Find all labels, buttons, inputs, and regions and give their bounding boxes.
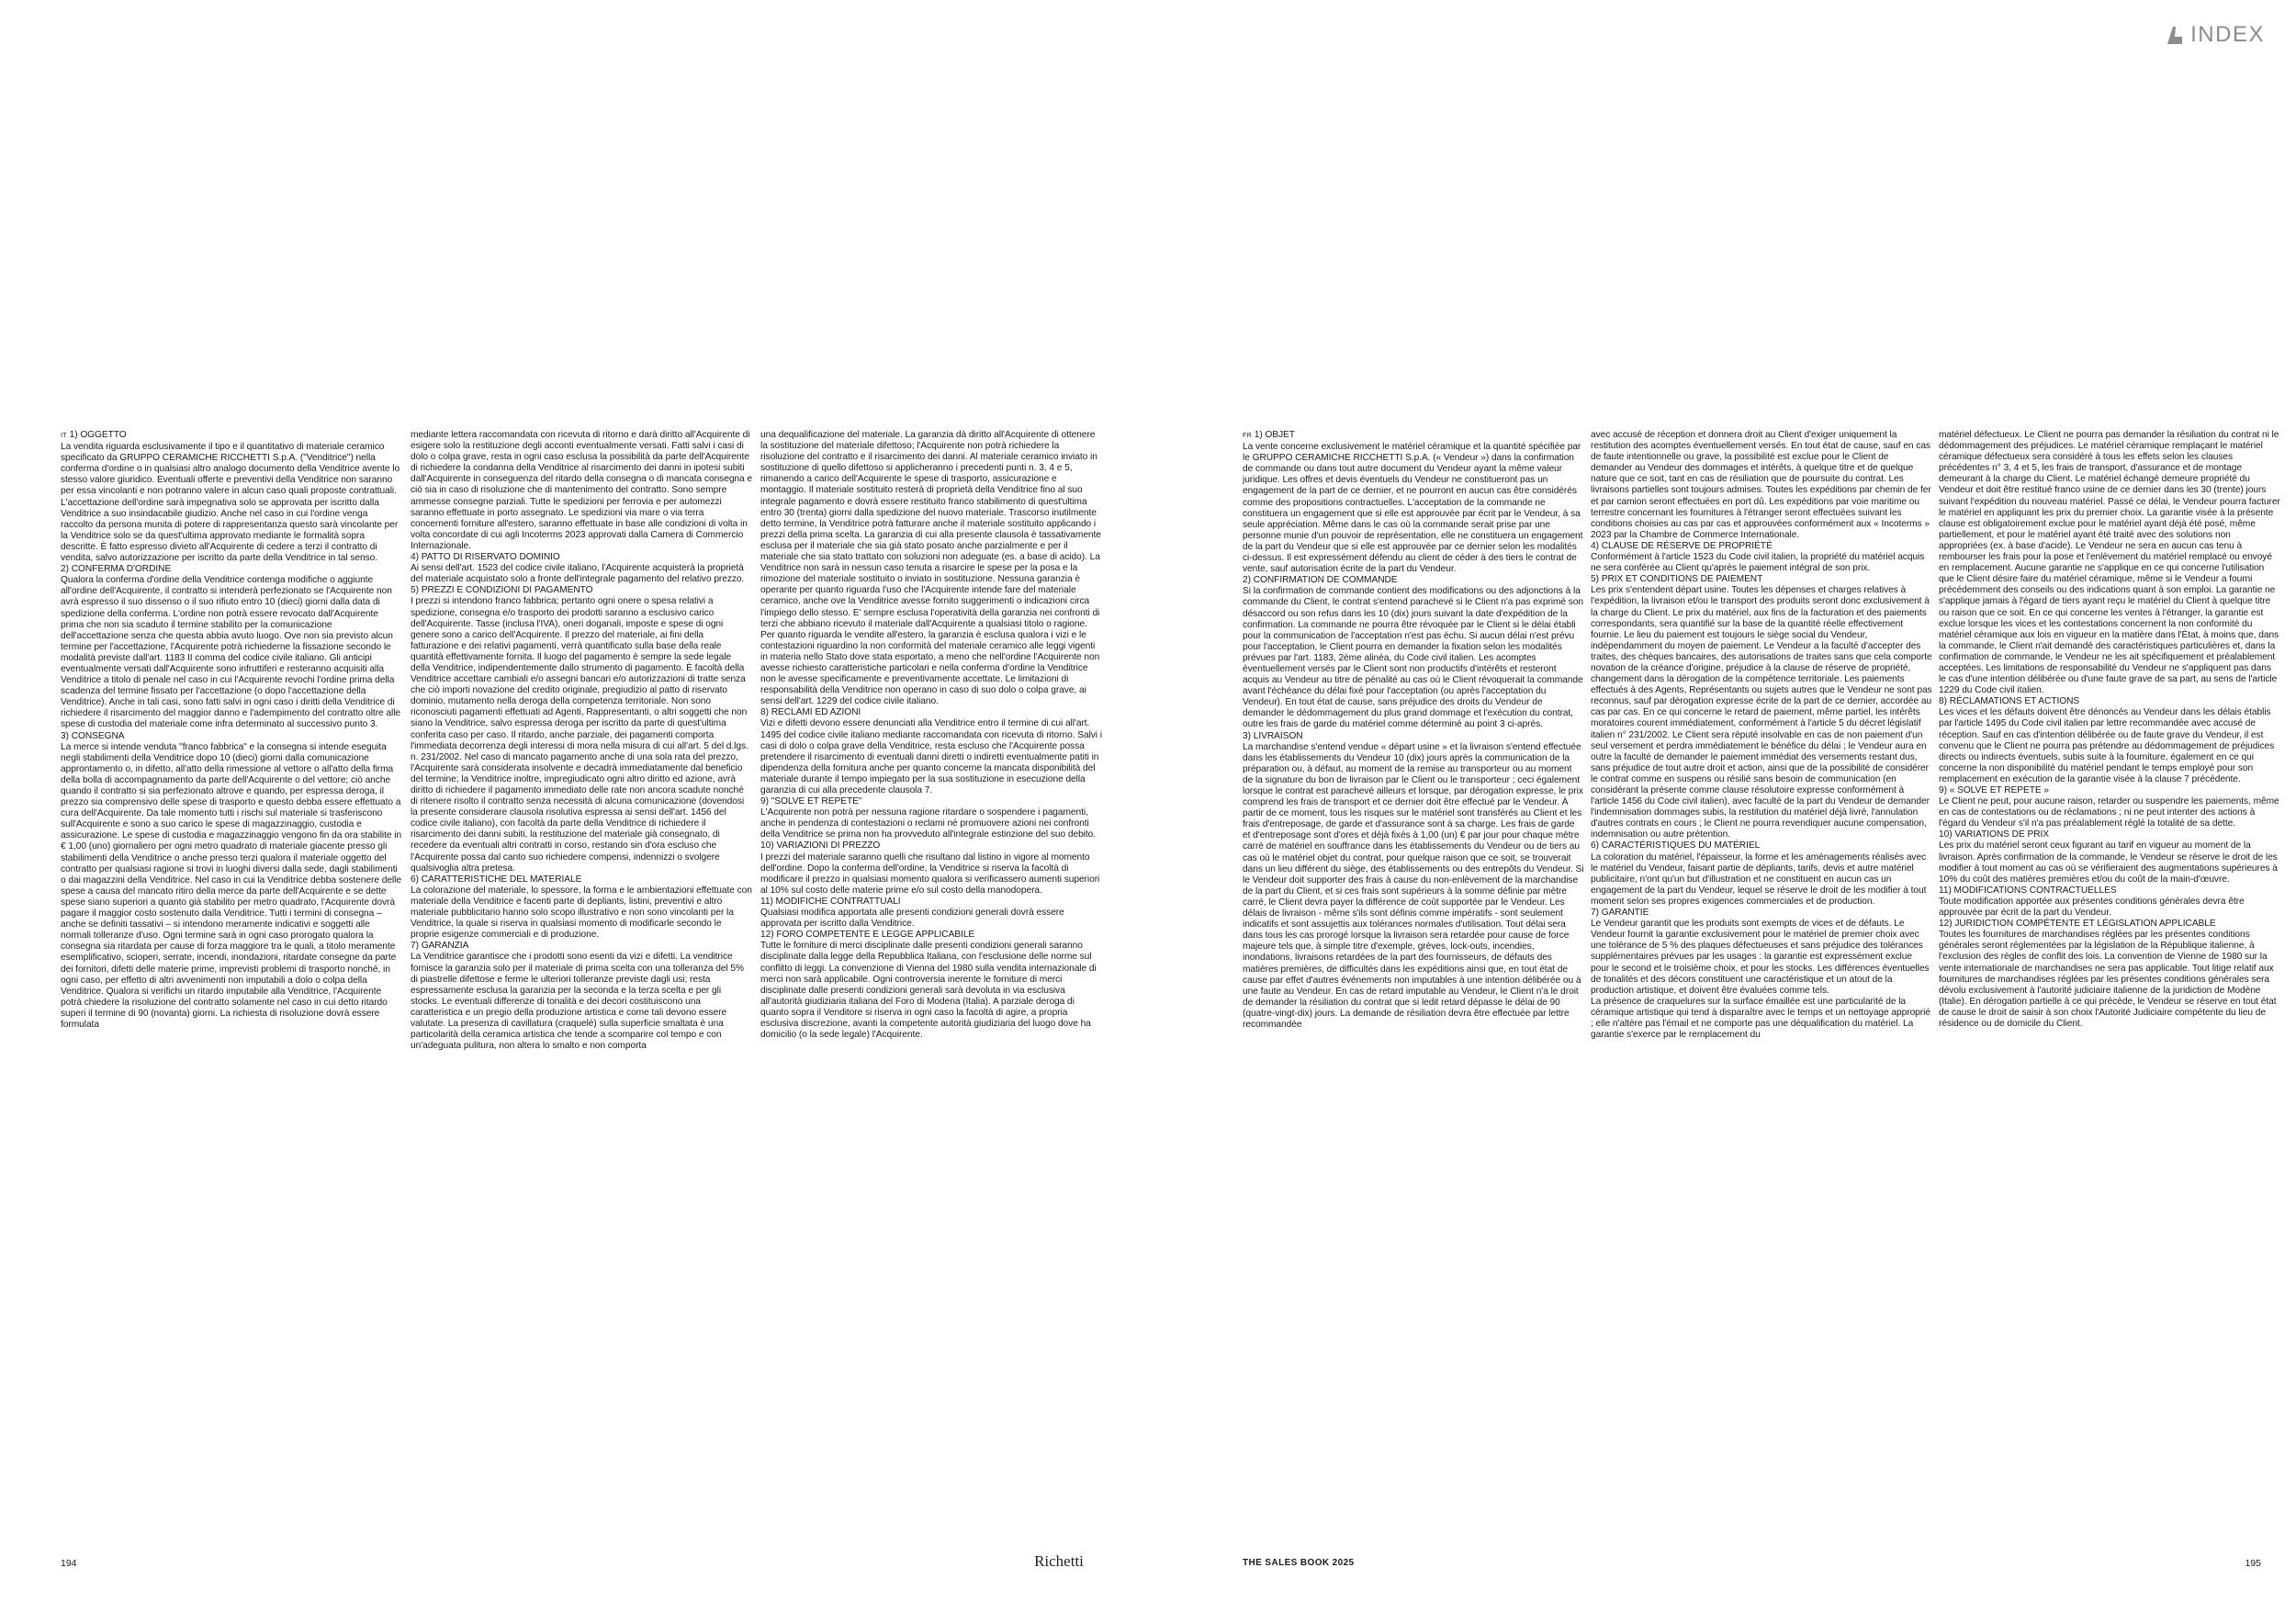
index-link[interactable] [2165,22,2265,48]
index-logo-icon [2165,24,2185,46]
terms-text-it-1: 1) OGGETTO La vendita riguarda esclusivamente il tipo e il quantitativo di materiale ceramico specificato da GRUPPO CERAMICHE RICCHETTI S.p.A. ("Venditrice") nella conferma d'ordine o in qualsiasi altro analogo documento della Venditrice avente lo stesso valore giuridico. Eventuali offerte e preventivi della Venditrice non saranno per essa vincolanti e non potranno valere in alcun caso quali proposte contrattuali. L'accettazione dell'ordine sarà impegnativa solo se approvata per iscritto dalla Venditrice a suo insindacabile giudizio. Anche nel caso in cui l'ordine venga raccolto da persona munita di potere di rappresentanza questo sarà vincolante per la Venditrice solo se da quest'ultima approvato mediante le formalità sopra descritte. È fatto espresso divieto all'Acquirente di cedere a terzi il contratto di vendita, salvo autorizzazione per iscritto da parte della Venditrice in tal senso. 2) CONFERMA D'ORDINE Qualora la conferma d'ordine della Venditrice contenga modifiche o aggiunte all'ordine dell'Acquirente, il contratto si intenderà perfezionato se l'Acquirente non avrà espresso il suo dissenso o il suo rifiuto entro 10 (dieci) giorni dalla data di spedizione della conferma. L'ordine non potrà essere revocato dall'Acquirente prima che non sia scaduto il termine stabilito per la comunicazione dell'accettazione senza che questa abbia avuto luogo. Ove non sia previsto alcun termine per l'accettazione, l'Acquirente potrà richiederne la fissazione secondo le modalità previste dall'art. 1183 II comma del codice civile italiano. Gli anticipi eventualmente versati dall'Acquirente sono infruttiferi e resteranno acquisiti alla Venditrice a titolo di penale nel caso in cui l'Acquirente revochi l'ordine prima della scadenza del termine fissato per l'accettazione (o dopo l'accettazione della Venditrice). Anche in tali casi, sono fatti salvi in ogni caso i diritti della Venditrice di richiedere il risarcimento del maggior danno e l'adempimento del contratto oltre alle spese di custodia del materiale come infra determinato al successivo punto 3. 3) CONSEGNA La merce si intende venduta "franco fabbrica" e la consegna si intende eseguita negli stabilimenti della Venditrice dopo 10 (dieci) giorni dalla comunicazione approntamento o, in difetto, all'atto della rimessione al vettore o all'atto della firma della bolla di accompagnamento da parte dell'Acquirente o del vettore; ciò anche quando il contratto si sia perfezionato altrove e quando, per espressa deroga, il prezzo sia comprensivo delle spese di trasporto e questo debba essere effettuato a cura dell'Acquirente. Da tale momento tutti i rischi sul materiale si trasferiscono sull'Acquirente e sono a suo carico le spese di magazzinaggio, custodia e assicurazione. Le spese di custodia e magazzinaggio vengono fin da ora stabilite in € 1,00 (uno) giornaliero per ogni metro quadrato di materiale giacente presso gli stabilimenti della Venditrice o anche presso terzi qualora il materiale oggetto del contratto per qualsiasi ragione si trovi in luoghi diversi dalla sede, dagli stabilimenti o dai magazzini della Venditrice. Nel caso in cui la Venditrice debba sostenere delle spese a causa del mancato ritiro della merce da parte dell'Acquirente e se dette spese siano superiori a quanto già stabilito per metro quadrato, l'Acquirente dovrà pagare il maggior costo sostenuto dalla Venditrice. Tutti i termini di consegna – anche se definiti tassativi – si intendono meramente indicativi e soggetti alle normali tolleranze d'uso. Ogni termine sarà in ogni caso prorogato qualora la consegna sia ritardata per cause di forza maggiore tra le quali, a titolo meramente esemplificativo, scioperi, serrate, incendi, inondazioni, ritardate consegne da parte dei fornitori, difetti delle materie prime, imprevisti problemi di trasporto nonché, in ogni caso, per effetto di altri avvenimenti non imputabili a dolo o colpa della Venditrice. Qualora si verifichi un ritardo imputabile alla Venditrice, l'Acquirente potrà chiedere la risoluzione del contratto solamente nel caso in cui detto ritardo superi il termine di 90 (novanta) giorni. La richiesta di risoluzione dovrà essere formulata [61,430,402,1030]
language-tag-it: IT [61,433,67,439]
page-number-right: 195 [2245,1558,2261,1569]
language-tag-fr: FR [1243,433,1252,439]
index-label: INDEX [2190,22,2265,47]
terms-text-it-3: una dequalificazione del materiale. La garanzia dà diritto all'Acquirente di ottenere la sostituzione del materiale difettoso; l'Acquirente non potrà richiedere la risoluzione del contratto e il risarcimento dei danni. Al materiale ceramico inviato in sostituzione di quello difettoso si applicheranno i precedenti punti n. 3, 4 e 5, rimanendo a carico dell'Acquirente le spese di trasporto, assicurazione e montaggio. Il materiale sostituito resterà di proprietà della Venditrice fino al suo integrale pagamento e dovrà essere restituito franco stabilimento di quest'ultima entro 30 (trenta) giorni dalla spedizione del nuovo materiale. Trascorso inutilmente detto termine, la Venditrice potrà fatturare anche il materiale sostituito applicando i prezzi della prima scelta. La garanzia di cui alla presente clausola è tassativamente esclusa per il materiale che sia già stato posato anche parzialmente e per il materiale che sia stato trattato con soluzioni non adeguate (es. a base di acido). La Venditrice non sarà in nessun caso tenuta a risarcire le spese per la posa e la rimozione del materiale sostituito o inviato in sostituzione. Nessuna garanzia è operante per quanto riguarda l'uso che l'Acquirente intende fare del materiale ceramico, anche ove la Venditrice avesse fornito suggerimenti o indicazioni circa l'impiego dello stesso. E' sempre esclusa l'operatività della garanzia nei confronti di terzi che abbiano ricevuto il materiale dall'Acquirente a qualsiasi titolo o ragione. Per quanto riguarda le vendite all'estero, la garanzia è esclusa qualora i vizi e le contestazioni riguardino la non conformità del materiale ceramico alle leggi vigenti in materia nello Stato dove stata esportato, a meno che nell'ordine l'Acquirente non avesse richiesto caratteristiche particolari e nella conferma d'ordine la Venditrice non le avesse specificamente e preventivamente accettate. Le limitazioni di responsabilità della Venditrice non operano in caso di suo dolo o colpa grave, ai sensi dell'art. 1229 del codice civile italiano. 8) RECLAMI ED AZIONI Vizi e difetti devono essere denunciati alla Venditrice entro il termine di cui all'art. 1495 del codice civile italiano mediante raccomandata con ricevuta di ritorno. Salvi i casi di dolo o colpa grave della Venditrice, resta escluso che l'Acquirente possa pretendere il risarcimento di eventuali danni diretti o indiretti eventualmente patiti in dipendenza della fornitura anche per quanto concerne la mancata disponibilità del materiale durante il tempo impiegato per la sua sostituzione in esecuzione della garanzia di cui alla precedente clausola 7. 9) "SOLVE ET REPETE" L'Acquirente non potrà per nessuna ragione ritardare o sospendere i pagamenti, anche in pendenza di contestazioni o reclami né promuovere azioni nei confronti della Venditrice se prima non ha provveduto all'integrale estinzione del suo debito. 10) VARIAZIONI DI PREZZO I prezzi del materiale saranno quelli che risultano dal listino in vigore al momento dell'ordine. Dopo la conferma dell'ordine, la Venditrice si riserva la facoltà di modificare il prezzo in qualsiasi momento qualora si verificassero aumenti superiori al 10% sul costo delle materie prime e/o sul costo della manodopera. 11) MODIFICHE CONTRATTUALI Qualsiasi modifica apportata alle presenti condizioni generali dovrà essere approvata per iscritto dalla Venditrice. 12) FORO COMPETENTE E LEGGE APPLICABILE Tutte le forniture di merci disciplinate dalle presenti condizioni generali saranno disciplinate dalla legge della Repubblica Italiana, con l'esclusione delle norme sul conflitto di leggi. La convenzione di Vienna del 1980 sulla vendita internazionale di merci non sarà applicabile. Ogni controversia inerente le forniture di merci disciplinate dalle presenti condizioni generali sarà devoluta in via esclusiva all'autorità giudiziaria italiana del Foro di Modena (Italia). A parziale deroga di quanto sopra il Venditore si riserva in ogni caso la facoltà di agire, a propria esclusiva discrezione, avanti la competente autorità giudiziaria del luogo dove ha domicilio (o la sede legale) l'Acquirente. [760,430,1102,1041]
terms-column-fr-3 [1939,430,2280,1030]
terms-column-fr-1 [1243,430,1584,1031]
terms-text-fr-1: 1) OBJET La vente concerne exclusivement le matériel céramique et la quantité spécifiée par le GRUPPO CERAMICHE RICCHETTI S.p.A. (« Vendeur ») dans la confirmation de commande ou dans tout autre document du Vendeur ayant la même valeur juridique. Les offres et devis éventuels du Vendeur ne constitueront pas un engagement de la part de ce dernier, et ne pourront en aucun cas être considérés comme des propositions contractuelles. L'acceptation de la commande ne constituera un engagement que si elle est approuvée par écrit par le Vendeur, à sa seule appréciation. Même dans le cas où la commande serait prise par une personne munie d'un pouvoir de représentation, elle ne constituera un engagement de la part du Vendeur que si elle est approuvée par ce dernier selon les modalités ci-dessus. Il est expressément défendu au client de céder à des tiers le contrat de vente, sauf autorisation écrite de la part du Vendeur. 2) CONFIRMATION DE COMMANDE Si la confirmation de commande contient des modifications ou des adjonctions à la commande du Client, le contrat s'entend parachevé si le Client n'a pas exprimé son désaccord ou son refus dans les 10 (dix) jours suivant la date d'expédition de la confirmation. La commande ne pourra être révoquée par le Client si le délai établi pour la communication de l'acceptation n'est pas échu. Si aucun délai n'est prévu pour l'acceptation, le Client pourra en demander la fixation selon les modalités prévues par l'art. 1183, 2ème alinéa, du Code civil italien. Les acomptes éventuellement versés par le Client sont non productifs d'intérêts et resteront acquis au Vendeur au titre de pénalité au cas où le Client révoquerait la commande avant l'échéance du délai fixé pour l'acceptation (ou après l'acceptation du Vendeur). En tout état de cause, sans préjudice des droits du Vendeur de demander le dédommagement du plus grand dommage et l'exécution du contrat, outre les frais de garde du matériel comme déterminé au point 3 ci-après. 3) LIVRAISON La marchandise s'entend vendue « départ usine » et la livraison s'entend effectuée dans les établissements du Vendeur 10 (dix) jours après la communication de la préparation ou, à défaut, au moment de la remise au transporteur ou au moment de la signature du bon de livraison par le Client ou le transporteur ; ceci également lorsque le contrat est parachevé ailleurs et lorsque, par dérogation expresse, le prix comprend les frais de transport et ce dernier doit être effectué par le Vendeur. À partir de ce moment, tous les risques sur le matériel sont transférés au Client et les frais d'entreposage, de garde et d'assurance sont à sa charge. Les frais de garde et d'entreposage sont d'ores et déjà fixés à 1,00 (un) € par jour pour chaque mètre carré de matériel en souffrance dans les établissements du Vendeur ou de tiers au cas où le matériel objet du contrat, pour quelque raison que ce soit, se trouverait dans un lieu différent du siège, des établissements ou des entrepôts du Vendeur. Si le Vendeur doit supporter des frais à cause du non-enlèvement de la marchandise de la part du Client, et si ces frais sont supérieurs à la somme définie par mètre carré, le Client devra payer la différence de coût supportée par le Vendeur. Les délais de livraison - même s'ils sont définis comme impératifs - sont seulement indicatifs et sont assujettis aux tolérances normales d'utilisation. Tout délai sera dans tous les cas prorogé lorsque la livraison sera retardée pour cause de force majeure tels que, à simple titre d'exemple, grèves, lock-outs, incendies, inondations, livraisons retardées de la part des fournisseurs, de défauts des matières premières, de difficultés dans les expéditions ainsi que, en tout état de cause par effet d'autres événements non imputables à une intention délibérée ou à une faute au Vendeur. En cas de retard imputable au Vendeur, le Client n'a le droit de demander la résiliation du contrat que si ledit retard dépasse le délai de 90 (quatre-vingt-dix) jours. La demande de résiliation devra être effectuée par lettre recommandée [1243,430,1584,1030]
terms-column-fr-2 [1591,430,1932,1041]
terms-text-fr-2: avec accusé de réception et donnera droit au Client d'exiger uniquement la restitution des acomptes éventuellement versés. En tout état de cause, sauf en cas de faute intentionnelle ou grave, la possibilité est exclue pour le Client de demander au Vendeur des dommages et intérêts, à quelque titre et de quelque nature que ce soit, tant en cas de résiliation que de poursuite du contrat. Les livraisons partielles sont toujours admises. Toutes les expéditions par chemin de fer et par camion seront effectuées en port dû. Les expéditions par voie maritime ou terrestre concernant les fournitures à l'étranger seront effectuées suivant les conditions choisies au cas par cas et approuvées conformément aux « Incoterms » 2023 par la Chambre de Commerce Internationale. 4) CLAUSE DE RÉSERVE DE PROPRIÉTÉ Conformément à l'article 1523 du Code civil italien, la propriété du matériel acquis ne sera conférée au Client qu'après le paiement intégral de son prix. 5) PRIX ET CONDITIONS DE PAIEMENT Les prix s'entendent départ usine. Toutes les dépenses et charges relatives à l'expédition, la livraison et/ou le transport des produits seront donc exclusivement à la charge du Client. Le prix du matériel, aux fins de la facturation et des paiements correspondants, sera quantifié sur la base de la quantité réelle effectivement fournie. Le lieu du paiement est toujours le siège social du Vendeur, indépendamment du moyen de paiement. Le Vendeur a la faculté d'accepter des traites, des chèques bancaires, des autorisations de traites sans que cela comporte novation de la créance d'origine, préjudice à la clause de réserve de propriété, changement dans la dérogation de la compétence territoriale. Les paiements effectués à des Agents, Représentants ou sujets autres que le Vendeur ne sont pas reconnus, sauf par dérogation expresse écrite de la part de ce dernier, accordée au cas par cas. En ce qui concerne le retard de paiement, même partiel, les intérêts moratoires courent immédiatement, conformément à l'article 5 du décret législatif italien n° 231/2002. Le Client sera réputé insolvable en cas de non paiement d'un seul versement et perdra immédiatement le bénéfice du délai ; le Vendeur aura en outre la faculté de demander le paiement immédiat des versements restant dus, sans préjudice de tout autre droit et action, ainsi que de la possibilité de considérer le contrat comme en suspens ou résilié sans besoin de communication (en considérant la présente comme clause résolutoire expresse conformément à l'article 1456 du Code civil italien), avec faculté de la part du Vendeur de demander l'indemnisation dommages subis, la restitution du matériel déjà livré, l'annulation d'autres contrats en cours ; le Client ne pourra revendiquer aucune compensation, indemnisation ou autre prétention. 6) CARACTÉRISTIQUES DU MATÉRIEL La coloration du matériel, l'épaisseur, la forme et les aménagements réalisés avec le matériel du Vendeur, faisant partie de dépliants, tarifs, devis et autre matériel publicitaire, n'ont qu'un but d'illustration et ne constituent en aucun cas un engagement de la part du Vendeur, lequel se réserve le droit de les modifier à tout moment selon ses propres exigences commerciales et de production. 7) GARANTIE Le Vendeur garantit que les produits sont exempts de vices et de défauts. Le Vendeur fournit la garantie exclusivement pour le matériel de premier choix avec une tolérance de 5 % des plaques défectueuses et sans préjudice des tolérances supplémentaires prévues par les usages : la garantie est expressément exclue pour le second et le troisième choix, et pour les stocks. Les différences éventuelles de tonalités et des décors constituent une caractéristique et un atout de la production artistique, et doivent être évaluées comme tels. La présence de craquelures sur la surface émaillée est une particularité de la céramique artistique qui tend à disparaître avec le temps et un nettoyage approprié ; elle n'altère pas l'émail et ne comporte pas une déqualification du matériel. La garantie s'exerce par le remplacement du [1591,430,1932,1041]
terms-column-it-3 [760,430,1102,1041]
page-number-left: 194 [61,1558,77,1569]
terms-column-it-2 [411,430,752,1052]
terms-column-it-1 [61,430,402,1031]
terms-text-fr-3: matériel défectueux. Le Client ne pourra pas demander la résiliation du contrat ni le dédommagement des préjudices. Le matériel céramique remplaçant le matériel céramique défectueux sera considéré à tous les effets selon les clauses précédentes n° 3, 4 et 5, les frais de transport, d'assurance et de montage demeurant à la charge du Client. Le matériel échangé demeure propriété du Vendeur et doit être restitué franco usine de ce dernier dans les 30 (trente) jours suivant l'expédition du nouveau matériel. Passé ce délai, le Vendeur pourra facturer le matériel en appliquant les prix du premier choix. La garantie visée à la présente clause est obligatoirement exclue pour le matériel ayant déjà été posé, même partiellement, et pour le matériel ayant été traité avec des solutions non appropriées (ex. à base d'acide). Le Vendeur ne sera en aucun cas tenu à rembourser les frais pour la pose et l'enlèvement du matériel remplacé ou envoyé en remplacement. Aucune garantie ne s'applique en ce qui concerne l'utilisation que le Client désire faire du matériel céramique, même si le Vendeur a fourni précédemment des conseils ou des indications quant à son emploi. La garantie ne s'applique jamais à l'égard de tiers ayant reçu le matériel du Client à quelque titre ou raison que ce soit. En ce qui concerne les ventes à l'étranger, la garantie est exclue lorsque les vices et les contestations concernent la non conformité du matériel céramique aux lois en vigueur en la matière dans l'État, à moins que, dans la commande, le Client n'ait demandé des caractéristiques particulières et, dans la confirmation de commande, le Vendeur ne les ait spécifiquement et préalablement acceptées. Les limitations de responsabilité du Vendeur ne s'appliquent pas dans le cas d'une intention délibérée ou d'une faute grave de sa part, au sens de l'article 1229 du Code civil italien. 8) RÉCLAMATIONS ET ACTIONS Les vices et les défauts doivent être dénoncés au Vendeur dans les délais établis par l'article 1495 du Code civil italien par lettre recommandée avec accusé de réception. Sauf en cas d'intention délibérée ou de faute grave du Vendeur, il est convenu que le Client ne pourra pas prétendre au dédommagement de préjudices directs ou indirects éventuels, subis suite à la fourniture, également en ce qui concerne la non disponibilité du matériel pendant le temps employé pour son remplacement en exécution de la garantie visée à la clause 7 précédente. 9) « SOLVE ET REPETE » Le Client ne peut, pour aucune raison, retarder ou suspendre les paiements, même en cas de contestations ou de réclamations ; ni ne peut intenter des actions à l'égard du Vendeur s'il n'a pas préalablement réglé la totalité de sa dette. 10) VARIATIONS DE PRIX Les prix du matériel seront ceux figurant au tarif en vigueur au moment de la livraison. Après confirmation de la commande, le Vendeur se réserve le droit de les modifier à tout moment au cas où se vérifieraient des augmentations supérieures à 10% du coût des matières premières et/ou du coût de la main-d'œuvre. 11) MODIFICATIONS CONTRACTUELLES Toute modification apportée aux présentes conditions générales devra être approuvée par écrit de la part du Vendeur. 12) JURIDICTION COMPÉTENTE ET LÉGISLATION APPLICABLE Toutes les fournitures de marchandises réglées par les présentes conditions générales seront réglementées par la législation de la République italienne, à l'exclusion des règles de conflit des lois. La convention de Vienne de 1980 sur la vente internationale de marchandises ne sera pas applicable. Tout litige relatif aux fournitures de marchandises réglées par les présentes conditions générales sera dévolu exclusivement à l'autorité judiciaire italienne de la juridiction de Modène (Italie). En dérogation partielle à ce qui précède, le Vendeur se réserve en tout état de cause le droit de saisir à son choix l'Autorité Judiciaire compétente du lieu de résidence ou de domicile du Client. [1939,430,2280,1029]
brand-logo: Richetti [1034,1552,1084,1570]
terms-text-it-2: mediante lettera raccomandata con ricevuta di ritorno e darà diritto all'Acquirente di esigere solo la restituzione degli acconti eventualmente versati. Fatti salvi i casi di dolo o colpa grave, resta in ogni caso esclusa la possibilità da parte dell'Acquirente di richiedere la condanna della Venditrice al risarcimento dei danni in ipotesi subiti dall'Acquirente in conseguenza del ritardo della consegna o di mancata consegna e ciò sia in caso di risoluzione che di mantenimento del contratto. Sono sempre ammesse consegne parziali. Tutte le spedizioni per ferrovia e per automezzi saranno effettuate in porto assegnato. Le spedizioni via mare o via terra concernenti forniture all'estero, saranno effettuate in base alle condizioni di volta in volta concordate di cui agli Incoterms 2023 approvati dalla Camera di Commercio Internazionale. 4) PATTO DI RISERVATO DOMINIO Ai sensi dell'art. 1523 del codice civile italiano, l'Acquirente acquisterà la proprietà del materiale acquistato solo a fronte dell'integrale pagamento del relativo prezzo. 5) PREZZI E CONDIZIONI DI PAGAMENTO I prezzi si intendono franco fabbrica; pertanto ogni onere o spesa relativi a spedizione, consegna e/o trasporto dei prodotti saranno a esclusivo carico dell'Acquirente. Tasse (inclusa l'IVA), oneri doganali, imposte e spese di ogni genere sono a carico dell'Acquirente. Il prezzo del materiale, ai fini della fatturazione e dei relativi pagamenti, verrà quantificato sulla base della reale quantità effettivamente fornita. Il luogo del pagamento è sempre la sede legale della Venditrice, indipendentemente dallo strumento di pagamento. È facoltà della Venditrice accettare cambiali e/o assegni bancari e/o autorizzazioni di tratte senza che ciò importi novazione del credito originale, pregiudizio al patto di riservato dominio, mutamento nella deroga della competenza territoriale. Non sono riconosciuti pagamenti effettuati ad Agenti, Rappresentanti, o altri soggetti che non siano la Venditrice, salvo espressa deroga per iscritto da parte di quest'ultima conferita caso per caso. Il ritardo, anche parziale, dei pagamenti comporta l'immediata decorrenza degli interessi di mora nella misura di cui all'art. 5 del d.lgs. n. 231/2002. Nel caso di mancato pagamento anche di una sola rata del prezzo, l'Acquirente sarà considerata insolvente e decadrà immediatamente dal beneficio del termine; la Venditrice inoltre, impregiudicato ogni altro diritto ed azione, avrà diritto di richiedere il pagamento immediato delle rate non ancora scadute nonché di ritenere risolto il contratto senza necessità di alcuna comunicazione (dovendosi la presente considerare clausola risolutiva espressa ai sensi dell'art. 1456 del codice civile italiano), con facoltà da parte della Venditrice di richiedere il risarcimento dei danni subiti, la restituzione del materiale già consegnato, di recedere da eventuali altri contratti in corso, restando sin d'ora escluso che l'Acquirente possa dal canto suo richiedere compensi, indennizzi o svolgere qualsivoglia altra pretesa. 6) CARATTERISTICHE DEL MATERIALE La colorazione del materiale, lo spessore, la forma e le ambientazioni effettuate con materiale della Venditrice e facenti parte di depliants, listini, preventivi e altro materiale pubblicitario hanno solo scopo illustrativo e non sono vincolanti per la Venditrice, la quale si riserva in qualsiasi momento di modificarle secondo le proprie esigenze commerciali e di produzione. 7) GARANZIA La Venditrice garantisce che i prodotti sono esenti da vizi e difetti. La venditrice fornisce la garanzia solo per il materiale di prima scelta con una tolleranza del 5% di piastrelle difettose e ferme le ulteriori tolleranze previste dagli usi; resta espressamente esclusa la garanzia per la seconda e la terza scelta e per gli stocks. Le eventuali differenze di tonalità e dei decori costituiscono una caratteristica e un pregio della produzione artistica e come tali devono essere valutate. La presenza di cavillatura (craquelé) sulla superficie smaltata è una particolarità della ceramica artistica che tende a scomparire col tempo e con un'adeguata pulitura, non altera lo smalto e non comporta [411,430,752,1052]
book-title: THE SALES BOOK 2025 [1243,1558,1355,1568]
